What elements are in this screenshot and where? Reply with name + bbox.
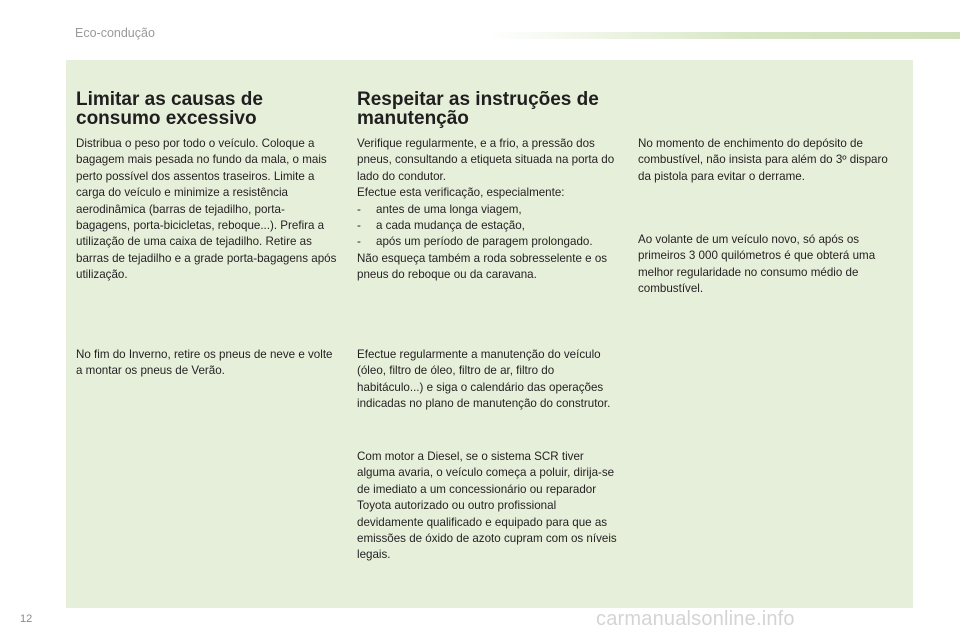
right-para-fuel-block <box>638 136 898 185</box>
left-para-winter-tyres: No fim do Inverno, retire os pneus de neve e volte a montar os pneus de Verão. <box>76 348 333 378</box>
middle-heading-line2: manutenção <box>357 108 469 129</box>
left-column <box>76 90 338 128</box>
middle-para-maintenance-block <box>357 347 619 413</box>
middle-heading <box>357 90 619 128</box>
left-heading-line1: Limitar as causas de <box>76 89 263 110</box>
middle-column <box>357 90 619 128</box>
right-para-refuelling: No momento de enchimento do depósito de combustível, não insista para além do 3º disparo da pistola para evitar o derrame. <box>638 137 888 183</box>
list-item: - antes de uma longa viagem, <box>357 202 619 218</box>
middle-para-pressure-block <box>357 136 619 284</box>
middle-para-check-when: Efectue esta verificação, especialmente: <box>357 186 565 200</box>
left-heading-line2: consumo excessivo <box>76 108 257 129</box>
right-para-new-vehicle: Ao volante de um veículo novo, só após os primeiros 3 000 quilómetros é que obterá uma melhor regularidade no consumo médio de combustível. <box>638 233 876 296</box>
left-para-tyres-block <box>76 347 338 380</box>
middle-para-diesel-block <box>357 449 619 564</box>
section-header: Eco-condução <box>75 26 155 40</box>
left-para-weight: Distribua o peso por todo o veículo. Coloque a bagagem mais pesada no fundo da mala, o mais perto possível dos assentos traseiros. Limite a carga do veículo e minimize a resistência aerodinâmica (barras de tejadilho, porta-bagagens, porta-bicicletas, reboque...). Prefira a utilização de uma caixa de tejadilho. Retire as barras de tejadilho e a grade porta-bagagens após utilização. <box>76 137 337 282</box>
middle-para-diesel-scr: Com motor a Diesel, se o sistema SCR tiver alguma avaria, o veículo começa a poluir, dirija-se de imediato a um concessionário ou reparador Toyota autorizado ou outro profissional devidamente qualificado e equipado para que as emissões de óxido de azoto cupram com os níveis legais. <box>357 450 617 562</box>
watermark: carmanualsonline.info <box>596 608 795 630</box>
left-para-weight-block <box>76 136 338 284</box>
left-heading <box>76 90 338 128</box>
page-number: 12 <box>20 613 33 625</box>
check-occasions-list <box>357 202 619 251</box>
list-item: - a cada mudança de estação, <box>357 218 619 234</box>
right-para-new-vehicle-block <box>638 232 898 298</box>
middle-para-maintenance: Efectue regularmente a manutenção do veículo (óleo, filtro de óleo, filtro de ar, filtro do habitáculo...) e siga o calendário das operações indicadas no plano de manutenção do construtor. <box>357 348 611 411</box>
header-decorative-bar <box>490 32 960 39</box>
list-item: - após um período de paragem prolongado. <box>357 234 619 250</box>
middle-para-tyre-pressure: Verifique regularmente, e a frio, a pressão dos pneus, consultando a etiqueta situada na porta do lado do condutor. <box>357 137 615 183</box>
middle-para-spare-wheel: Não esqueça também a roda sobresselente e os pneus do reboque ou da caravana. <box>357 251 608 282</box>
middle-heading-line1: Respeitar as instruções de <box>357 89 599 110</box>
